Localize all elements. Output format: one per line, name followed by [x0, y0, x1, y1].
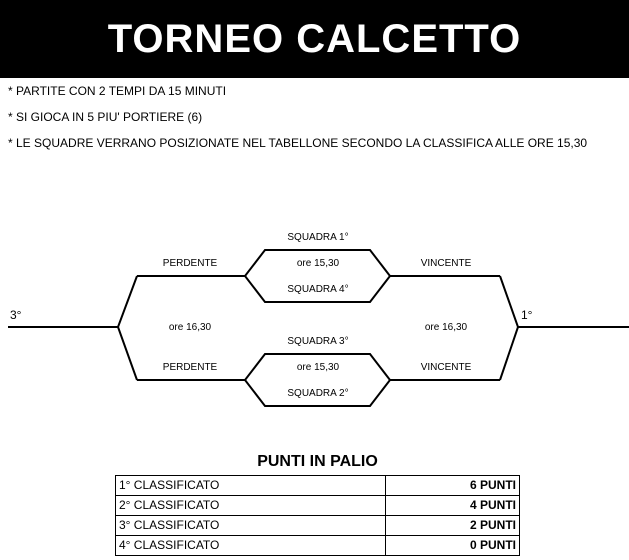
- semi2-loser-label: PERDENTE: [162, 362, 218, 373]
- semi1-team-bottom: SQUADRA 4°: [287, 284, 349, 295]
- prize-place: 1° CLASSIFICATO: [116, 476, 386, 496]
- table-row: [116, 476, 520, 496]
- final-time: ore 16,30: [424, 322, 468, 333]
- prize-points: 4 PUNTI: [386, 496, 520, 516]
- prize-table: [115, 475, 520, 556]
- semi2-time: ore 15,30: [296, 362, 340, 373]
- rule-bracket-seeding: * LE SQUADRE VERRANO POSIZIONATE NEL TABELLONE SECONDO LA CLASSIFICA ALLE ORE 15,30: [8, 136, 588, 150]
- semi2-team-bottom: SQUADRA 2°: [287, 388, 349, 399]
- table-row: [116, 536, 520, 556]
- prize-place: 4° CLASSIFICATO: [116, 536, 386, 556]
- prize-points: 0 PUNTI: [386, 536, 520, 556]
- semi1-winner-label: VINCENTE: [420, 258, 472, 269]
- table-row: [116, 496, 520, 516]
- final-label: 1°: [521, 308, 533, 322]
- semi2-team-top: SQUADRA 3°: [287, 336, 349, 347]
- semi2-winner-label: VINCENTE: [420, 362, 472, 373]
- prize-place: 3° CLASSIFICATO: [116, 516, 386, 536]
- rule-match-duration: * PARTITE CON 2 TEMPI DA 15 MINUTI: [8, 84, 227, 98]
- prize-table-title: PUNTI IN PALIO: [257, 453, 378, 470]
- rule-team-size: * SI GIOCA IN 5 PIU' PORTIERE (6): [8, 110, 203, 124]
- semi1-loser-label: PERDENTE: [162, 258, 218, 269]
- semi1-time: ore 15,30: [296, 258, 340, 269]
- prize-points: 6 PUNTI: [386, 476, 520, 496]
- prize-points: 2 PUNTI: [386, 516, 520, 536]
- final-bracket: [500, 276, 518, 380]
- third-place-label: 3°: [10, 308, 22, 322]
- prize-place: 2° CLASSIFICATO: [116, 496, 386, 516]
- page-title: TORNEO CALCETTO: [107, 16, 522, 61]
- semi1-team-top: SQUADRA 1°: [287, 232, 349, 243]
- table-row: [116, 516, 520, 536]
- third-place-bracket: [118, 276, 137, 380]
- third-place-time: ore 16,30: [168, 322, 212, 333]
